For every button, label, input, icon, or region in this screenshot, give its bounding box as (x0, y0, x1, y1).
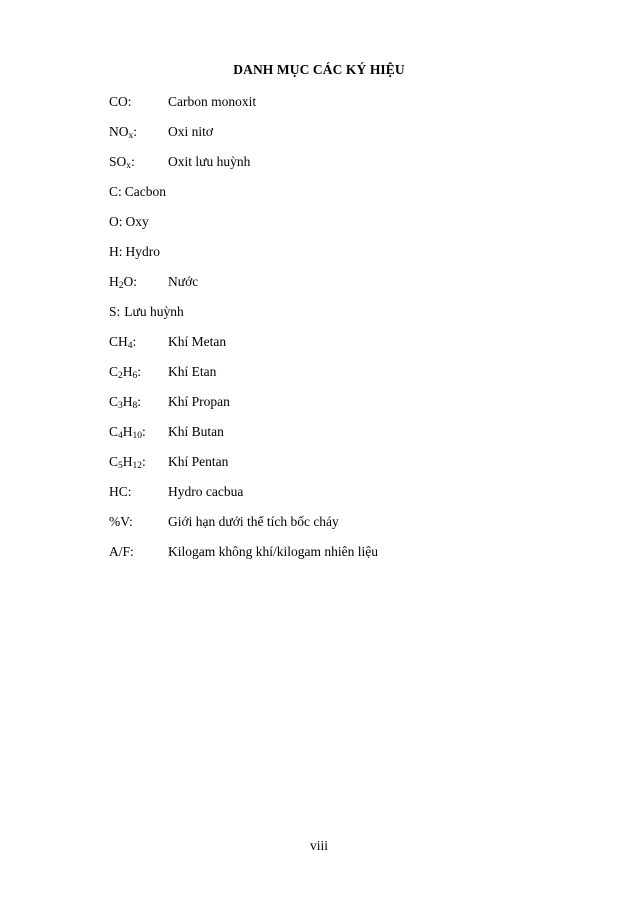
symbol-description: Khí Pentan (168, 454, 229, 469)
symbol-entry-c4h10 (109, 422, 569, 452)
symbol-part: C (109, 364, 119, 379)
symbol-part: H (122, 424, 133, 439)
symbol: C: (109, 184, 122, 199)
symbol-subscript: 6 (132, 371, 138, 381)
symbol-subscript: 2 (118, 281, 124, 291)
symbol-list (109, 92, 569, 572)
symbol (109, 392, 141, 412)
symbol-description: Lưu huỳnh (124, 304, 184, 319)
symbol-subscript: x (126, 161, 132, 171)
symbol-part: C (109, 454, 119, 469)
symbol-part: H (122, 394, 133, 409)
symbol (109, 272, 137, 292)
symbol-subscript: 4 (118, 431, 123, 441)
symbol (109, 452, 146, 472)
symbol-description: Cacbon (124, 184, 167, 199)
symbol-entry-c2h6 (109, 362, 569, 392)
symbol-part: C (109, 394, 119, 409)
symbol-entry-c (109, 182, 569, 212)
symbol-entry-h (109, 242, 569, 272)
symbol-subscript: x (128, 131, 134, 141)
symbol-description: Giới hạn dưới thể tích bốc cháy (168, 514, 339, 529)
symbol-part: C (109, 424, 119, 439)
symbol-description: Khí Etan (168, 364, 217, 379)
symbol-subscript: 3 (118, 401, 123, 411)
symbol-subscript: 4 (127, 341, 133, 351)
symbol (109, 422, 146, 442)
symbol-description: Oxi nitơ (168, 124, 214, 139)
symbol-part: H (122, 454, 133, 469)
symbol-subscript: 5 (118, 461, 123, 471)
symbol-entry-h2o (109, 272, 569, 302)
symbol-entry-hc (109, 482, 569, 512)
symbol-description: Hydro (125, 244, 160, 259)
symbol: A/F: (109, 544, 134, 559)
symbol-suffix: : (133, 124, 138, 139)
symbol-entry-s (109, 302, 569, 332)
symbol-base: NO (109, 124, 129, 139)
symbol-entry-percent-v (109, 512, 569, 542)
symbol: HC: (109, 484, 132, 499)
symbol: O: (109, 214, 123, 229)
symbol-entry-co (109, 92, 569, 122)
symbol-entry-sox (109, 152, 569, 182)
symbol-description: Carbon monoxit (168, 94, 257, 109)
symbol-entry-nox (109, 122, 569, 152)
symbol-part: : (137, 364, 142, 379)
symbol (109, 122, 137, 142)
symbol-description: Khí Metan (168, 334, 227, 349)
symbol-entry-af (109, 542, 569, 572)
symbol-description: Nước (168, 274, 199, 289)
symbol: %V: (109, 514, 133, 529)
symbol-part: H (122, 364, 133, 379)
symbol-entry-c3h8 (109, 392, 569, 422)
symbol-entry-c5h12 (109, 452, 569, 482)
symbol: CO: (109, 94, 132, 109)
symbol-part: : (142, 424, 146, 439)
symbol: S: (109, 304, 121, 319)
symbol-entry-o (109, 212, 569, 242)
symbol-subscript: 10 (132, 431, 143, 441)
symbol-subscript: 12 (132, 461, 143, 471)
symbol-description: Oxy (125, 214, 149, 229)
symbol-part: : (132, 334, 137, 349)
symbol (109, 332, 136, 352)
symbol-description: Oxit lưu huỳnh (168, 154, 251, 169)
symbol-description: Kilogam không khí/kilogam nhiên liệu (168, 544, 378, 559)
symbol-entry-ch4 (109, 332, 569, 362)
symbol: H: (109, 244, 123, 259)
symbol (109, 152, 135, 172)
symbol-description: Hydro cacbua (168, 484, 244, 499)
symbol-part: O: (123, 274, 137, 289)
symbol-description: Khí Butan (168, 424, 224, 439)
page-title: DANH MỤC CÁC KÝ HIỆU (233, 62, 405, 77)
symbol-part: H (109, 274, 119, 289)
symbol-part: : (137, 394, 142, 409)
page-number: viii (309, 838, 328, 853)
symbol-subscript: 8 (132, 401, 138, 411)
symbol-suffix: : (131, 154, 135, 169)
symbol-part: : (142, 454, 146, 469)
symbol-base: SO (109, 154, 127, 169)
symbol-part: CH (109, 334, 128, 349)
symbol (109, 362, 141, 382)
symbol-subscript: 2 (118, 371, 123, 381)
symbol-description: Khí Propan (168, 394, 230, 409)
